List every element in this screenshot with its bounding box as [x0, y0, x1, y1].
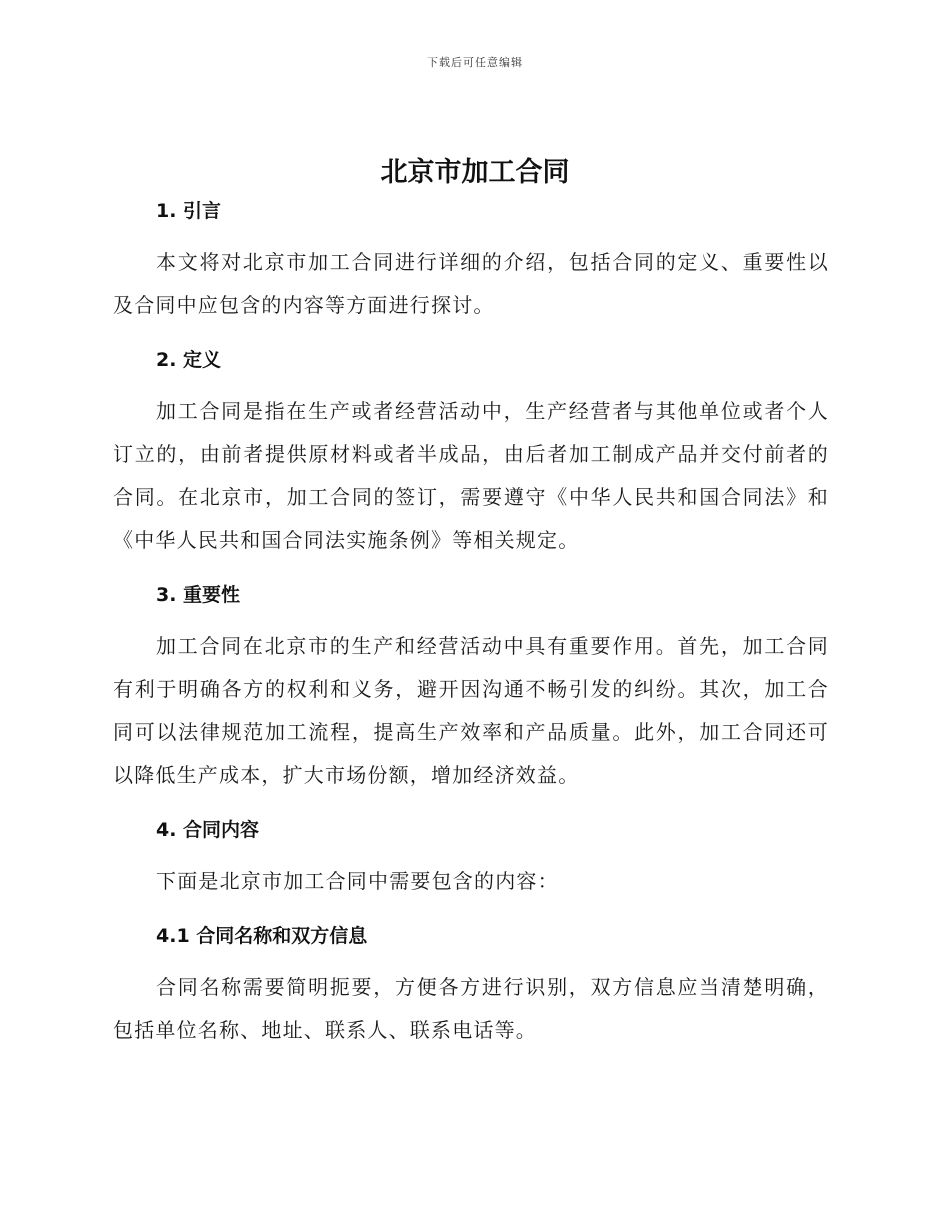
section-heading-contents: 4. 合同内容 — [156, 819, 260, 841]
section-paragraph-intro: 本文将对北京市加工合同进行详细的介绍，包括合同的定义、重要性以及合同中应包含的内容等方面进行探讨。 — [113, 250, 829, 317]
document-body — [113, 192, 829, 1052]
section-heading-intro: 1. 引言 — [156, 200, 222, 222]
section-paragraph-definition: 加工合同是指在生产或者经营活动中，生产经营者与其他单位或者个人订立的，由前者提供原材料或者半成品，由后者加工制成产品并交付前者的合同。在北京市，加工合同的签订，需要遵守《中华人民共和国合同法》和《中华人民共和国合同法实施条例》等相关规定。 — [113, 399, 829, 552]
document-title: 北京市加工合同 — [380, 157, 570, 188]
section-heading-name-parties: 4.1 合同名称和双方信息 — [156, 925, 368, 947]
section-paragraph-name-parties: 合同名称需要简明扼要，方便各方进行识别，双方信息应当清楚明确，包括单位名称、地址、联系人、联系电话等。 — [113, 975, 829, 1042]
header-note: 下载后可任意编辑 — [427, 56, 523, 69]
section-paragraph-importance: 加工合同在北京市的生产和经营活动中具有重要作用。首先，加工合同有利于明确各方的权利和义务，避开因沟通不畅引发的纠纷。其次，加工合同可以法律规范加工流程，提高生产效率和产品质量。此外，加工合同还可以降低生产成本，扩大市场份额，增加经济效益。 — [113, 634, 829, 787]
section-heading-importance: 3. 重要性 — [156, 584, 241, 606]
section-heading-definition: 2. 定义 — [156, 349, 222, 371]
section-paragraph-contents: 下面是北京市加工合同中需要包含的内容： — [156, 869, 559, 893]
